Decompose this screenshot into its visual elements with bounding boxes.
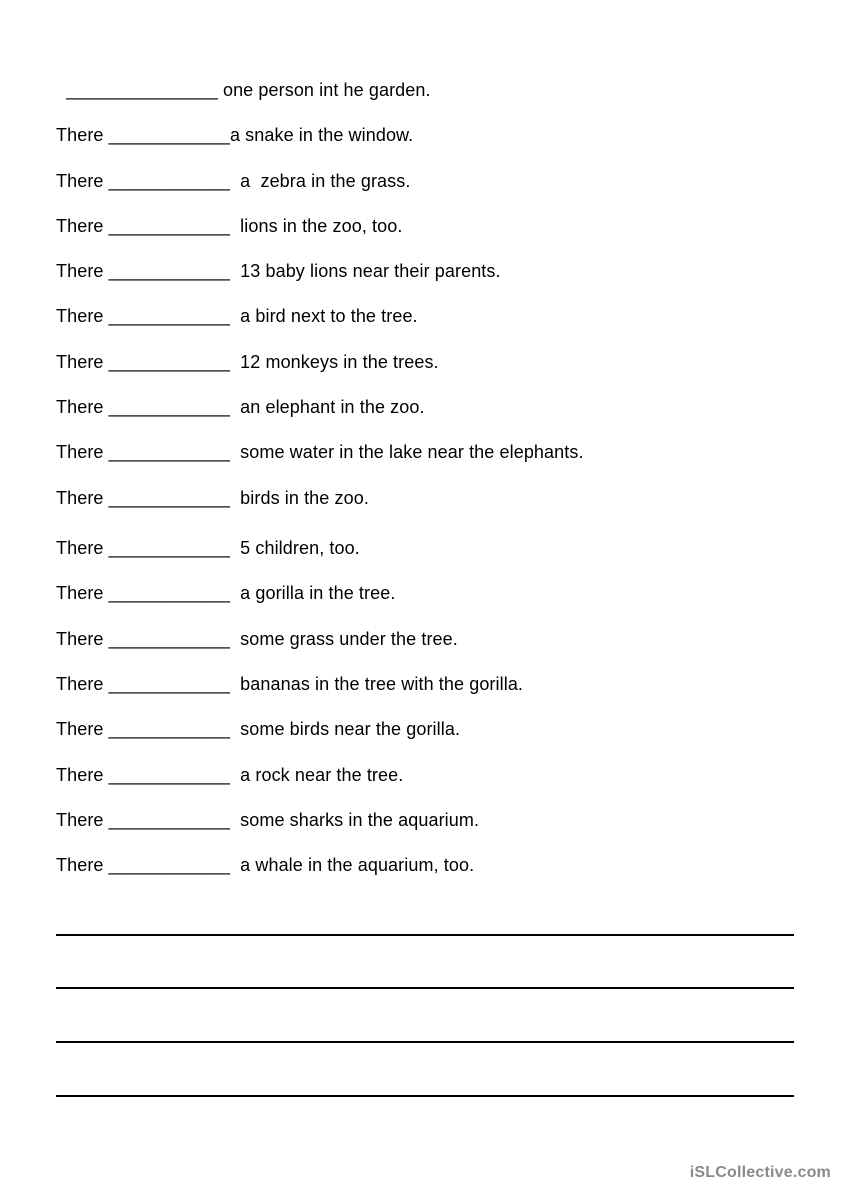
worksheet-line-1: _______________ one person int he garden.	[56, 80, 431, 100]
worksheet-line-2: There ____________a snake in the window.	[56, 125, 414, 145]
worksheet-line-4: There ____________ lions in the zoo, too.	[56, 216, 403, 236]
worksheet-line-5: There ____________ 13 baby lions near their parents.	[56, 261, 501, 281]
worksheet-line-18: There ____________ a whale in the aquarium, too.	[56, 855, 475, 875]
worksheet-line-16: There ____________ a rock near the tree.	[56, 765, 404, 785]
worksheet-line-11: There ____________ 5 children, too.	[56, 538, 360, 558]
writing-line-4	[56, 1095, 794, 1097]
worksheet-line-17: There ____________ some sharks in the aquarium.	[56, 810, 480, 830]
worksheet-line-12: There ____________ a gorilla in the tree.	[56, 583, 396, 603]
worksheet-line-8: There ____________ an elephant in the zoo.	[56, 397, 425, 417]
worksheet-line-13: There ____________ some grass under the tree.	[56, 629, 458, 649]
watermark: iSLCollective.com	[689, 1164, 831, 1181]
worksheet-line-6: There ____________ a bird next to the tree.	[56, 306, 418, 326]
worksheet-line-7: There ____________ 12 monkeys in the trees.	[56, 352, 439, 372]
writing-line-3	[56, 1041, 794, 1043]
worksheet-line-15: There ____________ some birds near the gorilla.	[56, 719, 461, 739]
writing-line-1	[56, 934, 794, 936]
worksheet-line-14: There ____________ bananas in the tree with the gorilla.	[56, 674, 524, 694]
writing-line-2	[56, 987, 794, 989]
worksheet-line-9: There ____________ some water in the lake near the elephants.	[56, 442, 584, 462]
worksheet-line-10: There ____________ birds in the zoo.	[56, 488, 369, 508]
worksheet-line-3: There ____________ a zebra in the grass.	[56, 171, 411, 191]
